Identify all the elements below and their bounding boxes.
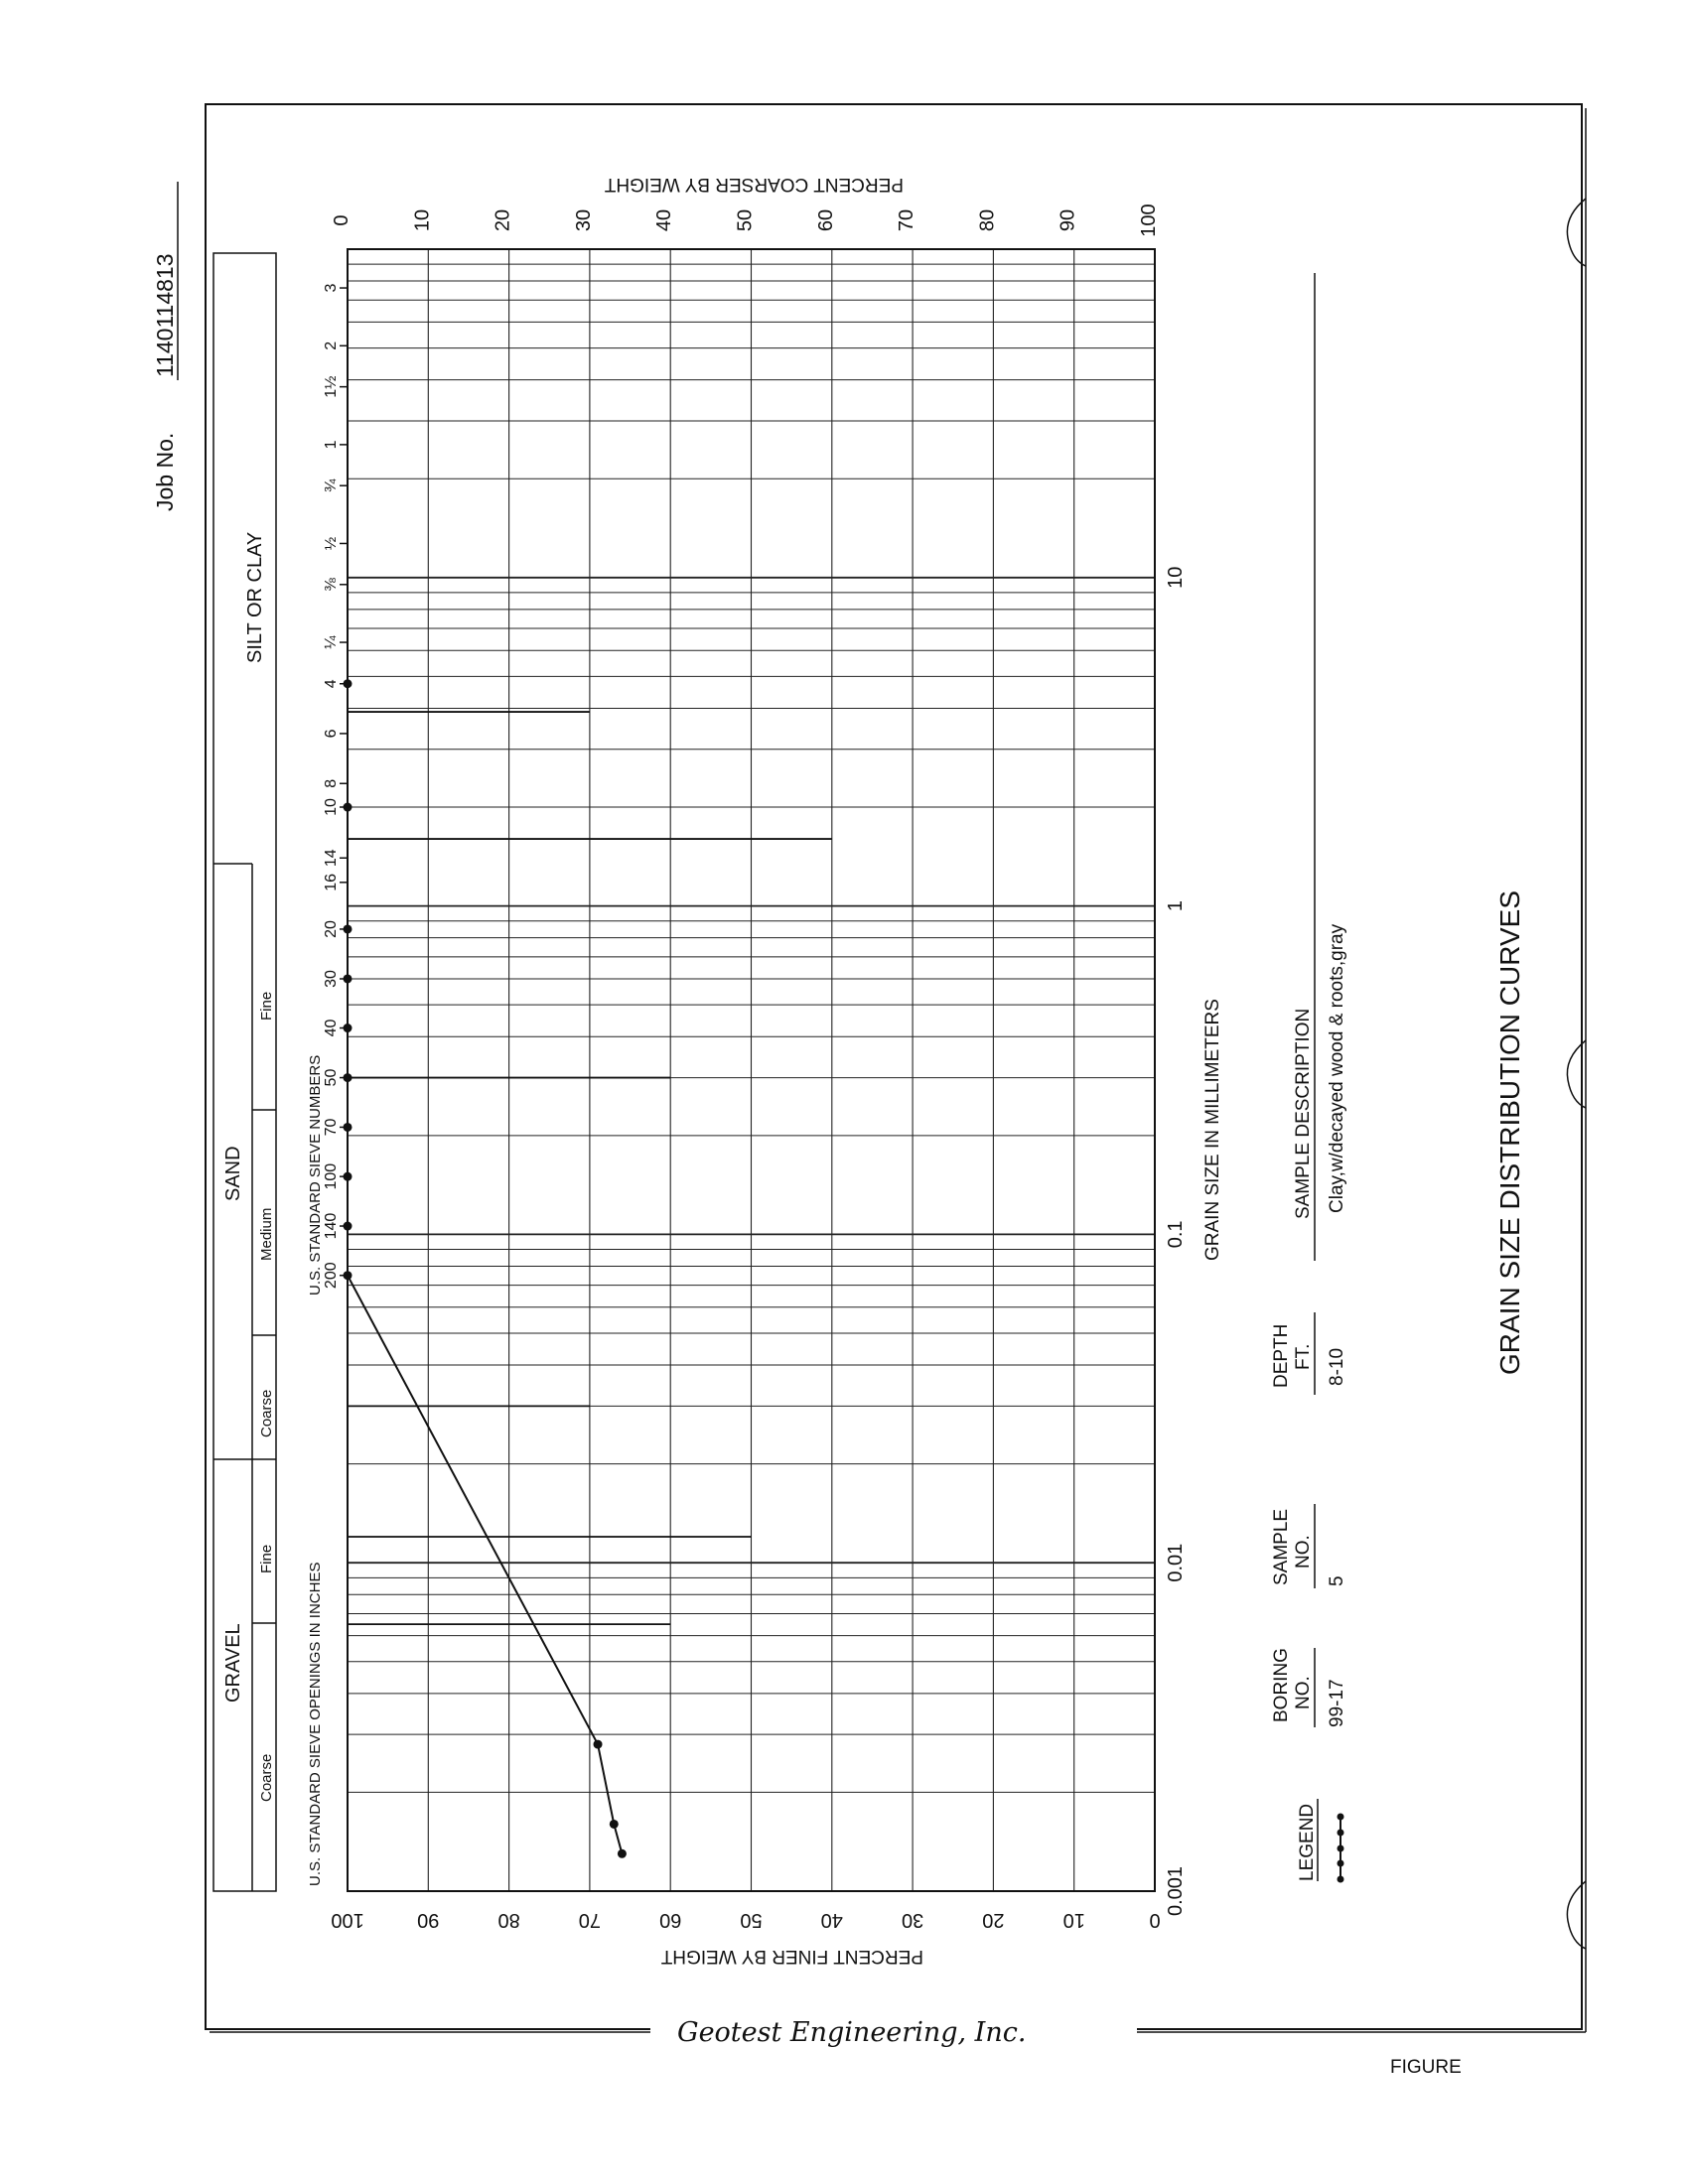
depth-label-1: DEPTH [1271,1323,1292,1388]
y-tick-label: 20 [982,1909,1005,1931]
y2-tick-label: 30 [572,208,595,232]
sieve-number-label: 10 [323,798,340,816]
y2-tick-label: 50 [734,208,757,232]
grain-size-chart [323,204,1187,1931]
sieve-number-label: 20 [323,920,340,938]
y-tick-label: 60 [659,1909,682,1931]
sieve-inch-label: ⅜ [323,578,340,592]
data-point [618,1849,627,1858]
sieve-number-label: 6 [323,729,340,739]
sieve-number-label: 16 [323,873,340,891]
sand-fine-label: Fine [258,991,275,1021]
y2-tick-label: 60 [814,208,837,232]
sieve-inch-label: ¼ [323,635,340,649]
page-border [206,104,1586,2032]
data-point [344,1222,352,1231]
data-point [344,924,352,933]
y2-tick-label: 40 [653,208,676,232]
sieve-number-label: 30 [323,970,340,988]
sieve-number-label: 50 [323,1068,340,1087]
data-point [344,679,352,688]
x-tick-label: 0.1 [1165,1220,1187,1249]
data-point [344,1271,352,1280]
sieve-inch-label: ¾ [323,478,340,492]
sieve-inch-label: 2 [323,341,340,350]
data-point [610,1820,619,1829]
boring-value: 99-17 [1327,1679,1347,1727]
gravel-coarse-label: Coarse [258,1753,275,1802]
data-point [344,1123,352,1132]
y2-tick-label: 70 [896,208,918,232]
y-tick-label: 80 [497,1909,520,1931]
x-tick-label: 0.01 [1165,1543,1187,1582]
sieve-number-label: 8 [323,778,340,788]
y2-tick-label: 90 [1057,208,1079,232]
y-tick-label: 30 [901,1909,924,1931]
y2-tick-label: 80 [976,208,999,232]
y2-tick-label: 100 [1138,204,1160,237]
sieve-number-label: 14 [323,849,340,868]
job-label: Job No. [152,432,178,511]
sample-info-block [1271,273,1347,1883]
sieve-inch-label: 3 [323,283,340,293]
sieve-number-label: 4 [323,679,340,689]
sand-coarse-label: Coarse [258,1389,275,1437]
y2-axis-title: PERCENT COARSER BY WEIGHT [604,174,904,195]
y-tick-label: 100 [331,1909,364,1931]
job-number-block [152,182,178,511]
description-value: Clay,w/decayed wood & roots,gray [1327,923,1347,1213]
chart-series [344,679,627,1858]
gravel-label: GRAVEL [222,1623,244,1703]
boring-label-1: BORING [1271,1648,1292,1722]
depth-label-2: FT. [1293,1343,1314,1370]
x-tick-label: 1 [1165,900,1187,912]
silt-clay-label: SILT OR CLAY [244,531,266,663]
sieve-numbers-header: U.S. STANDARD SIEVE NUMBERS [307,1054,324,1296]
sieve-number-label: 100 [323,1162,340,1190]
data-point [344,1172,352,1181]
x-tick-label: 10 [1165,566,1187,589]
depth-value: 8-10 [1327,1347,1347,1386]
y-tick-label: 90 [417,1909,440,1931]
company-name: Geotest Engineering, Inc. [677,2017,1027,2048]
boring-label-2: NO. [1293,1676,1314,1709]
sieve-number-label: 40 [323,1019,340,1037]
legend-label: LEGEND [1297,1803,1318,1881]
sample-label-1: SAMPLE [1271,1508,1292,1585]
sieve-inches-header: U.S. STANDARD SIEVE OPENINGS IN INCHES [307,1562,324,1886]
sieve-number-label: 140 [323,1212,340,1240]
y-tick-label: 10 [1062,1909,1085,1931]
data-point [344,974,352,983]
sieve-number-label: 70 [323,1118,340,1137]
sample-value: 5 [1327,1575,1347,1586]
chart-grid [348,249,1155,1891]
job-number: 1140114813 [152,253,178,377]
sieve-inch-label: 1 [323,440,340,450]
y-axis-title: PERCENT FINER BY WEIGHT [660,1946,923,1967]
data-point [344,1024,352,1032]
figure-label: FIGURE [1390,2057,1462,2078]
x-tick-label: 0.001 [1165,1865,1187,1917]
sieve-inch-label: 1½ [323,375,340,398]
y-tick-label: 40 [820,1909,843,1931]
x-axis-title: GRAIN SIZE IN MILLIMETERS [1202,999,1223,1261]
sieve-number-label: 200 [323,1262,340,1290]
sand-label: SAND [222,1146,244,1201]
data-point [344,803,352,812]
legend-symbol [1338,1814,1344,1883]
chart-ticks [323,204,1187,1931]
chart-main-title: GRAIN SIZE DISTRIBUTION CURVES [1494,890,1525,1375]
sieve-inch-label: ½ [323,536,340,551]
y-tick-label: 0 [1149,1909,1161,1931]
data-point [594,1740,603,1749]
data-point [344,1073,352,1082]
y-tick-label: 70 [578,1909,602,1931]
series-line [348,684,622,1854]
sand-medium-label: Medium [258,1207,275,1261]
description-label: SAMPLE DESCRIPTION [1293,1008,1314,1219]
y2-tick-label: 0 [331,214,352,226]
y-tick-label: 50 [740,1909,763,1931]
y2-tick-label: 10 [411,208,434,232]
y2-tick-label: 20 [492,208,514,232]
sample-label-2: NO. [1293,1535,1314,1569]
gravel-fine-label: Fine [258,1544,275,1573]
